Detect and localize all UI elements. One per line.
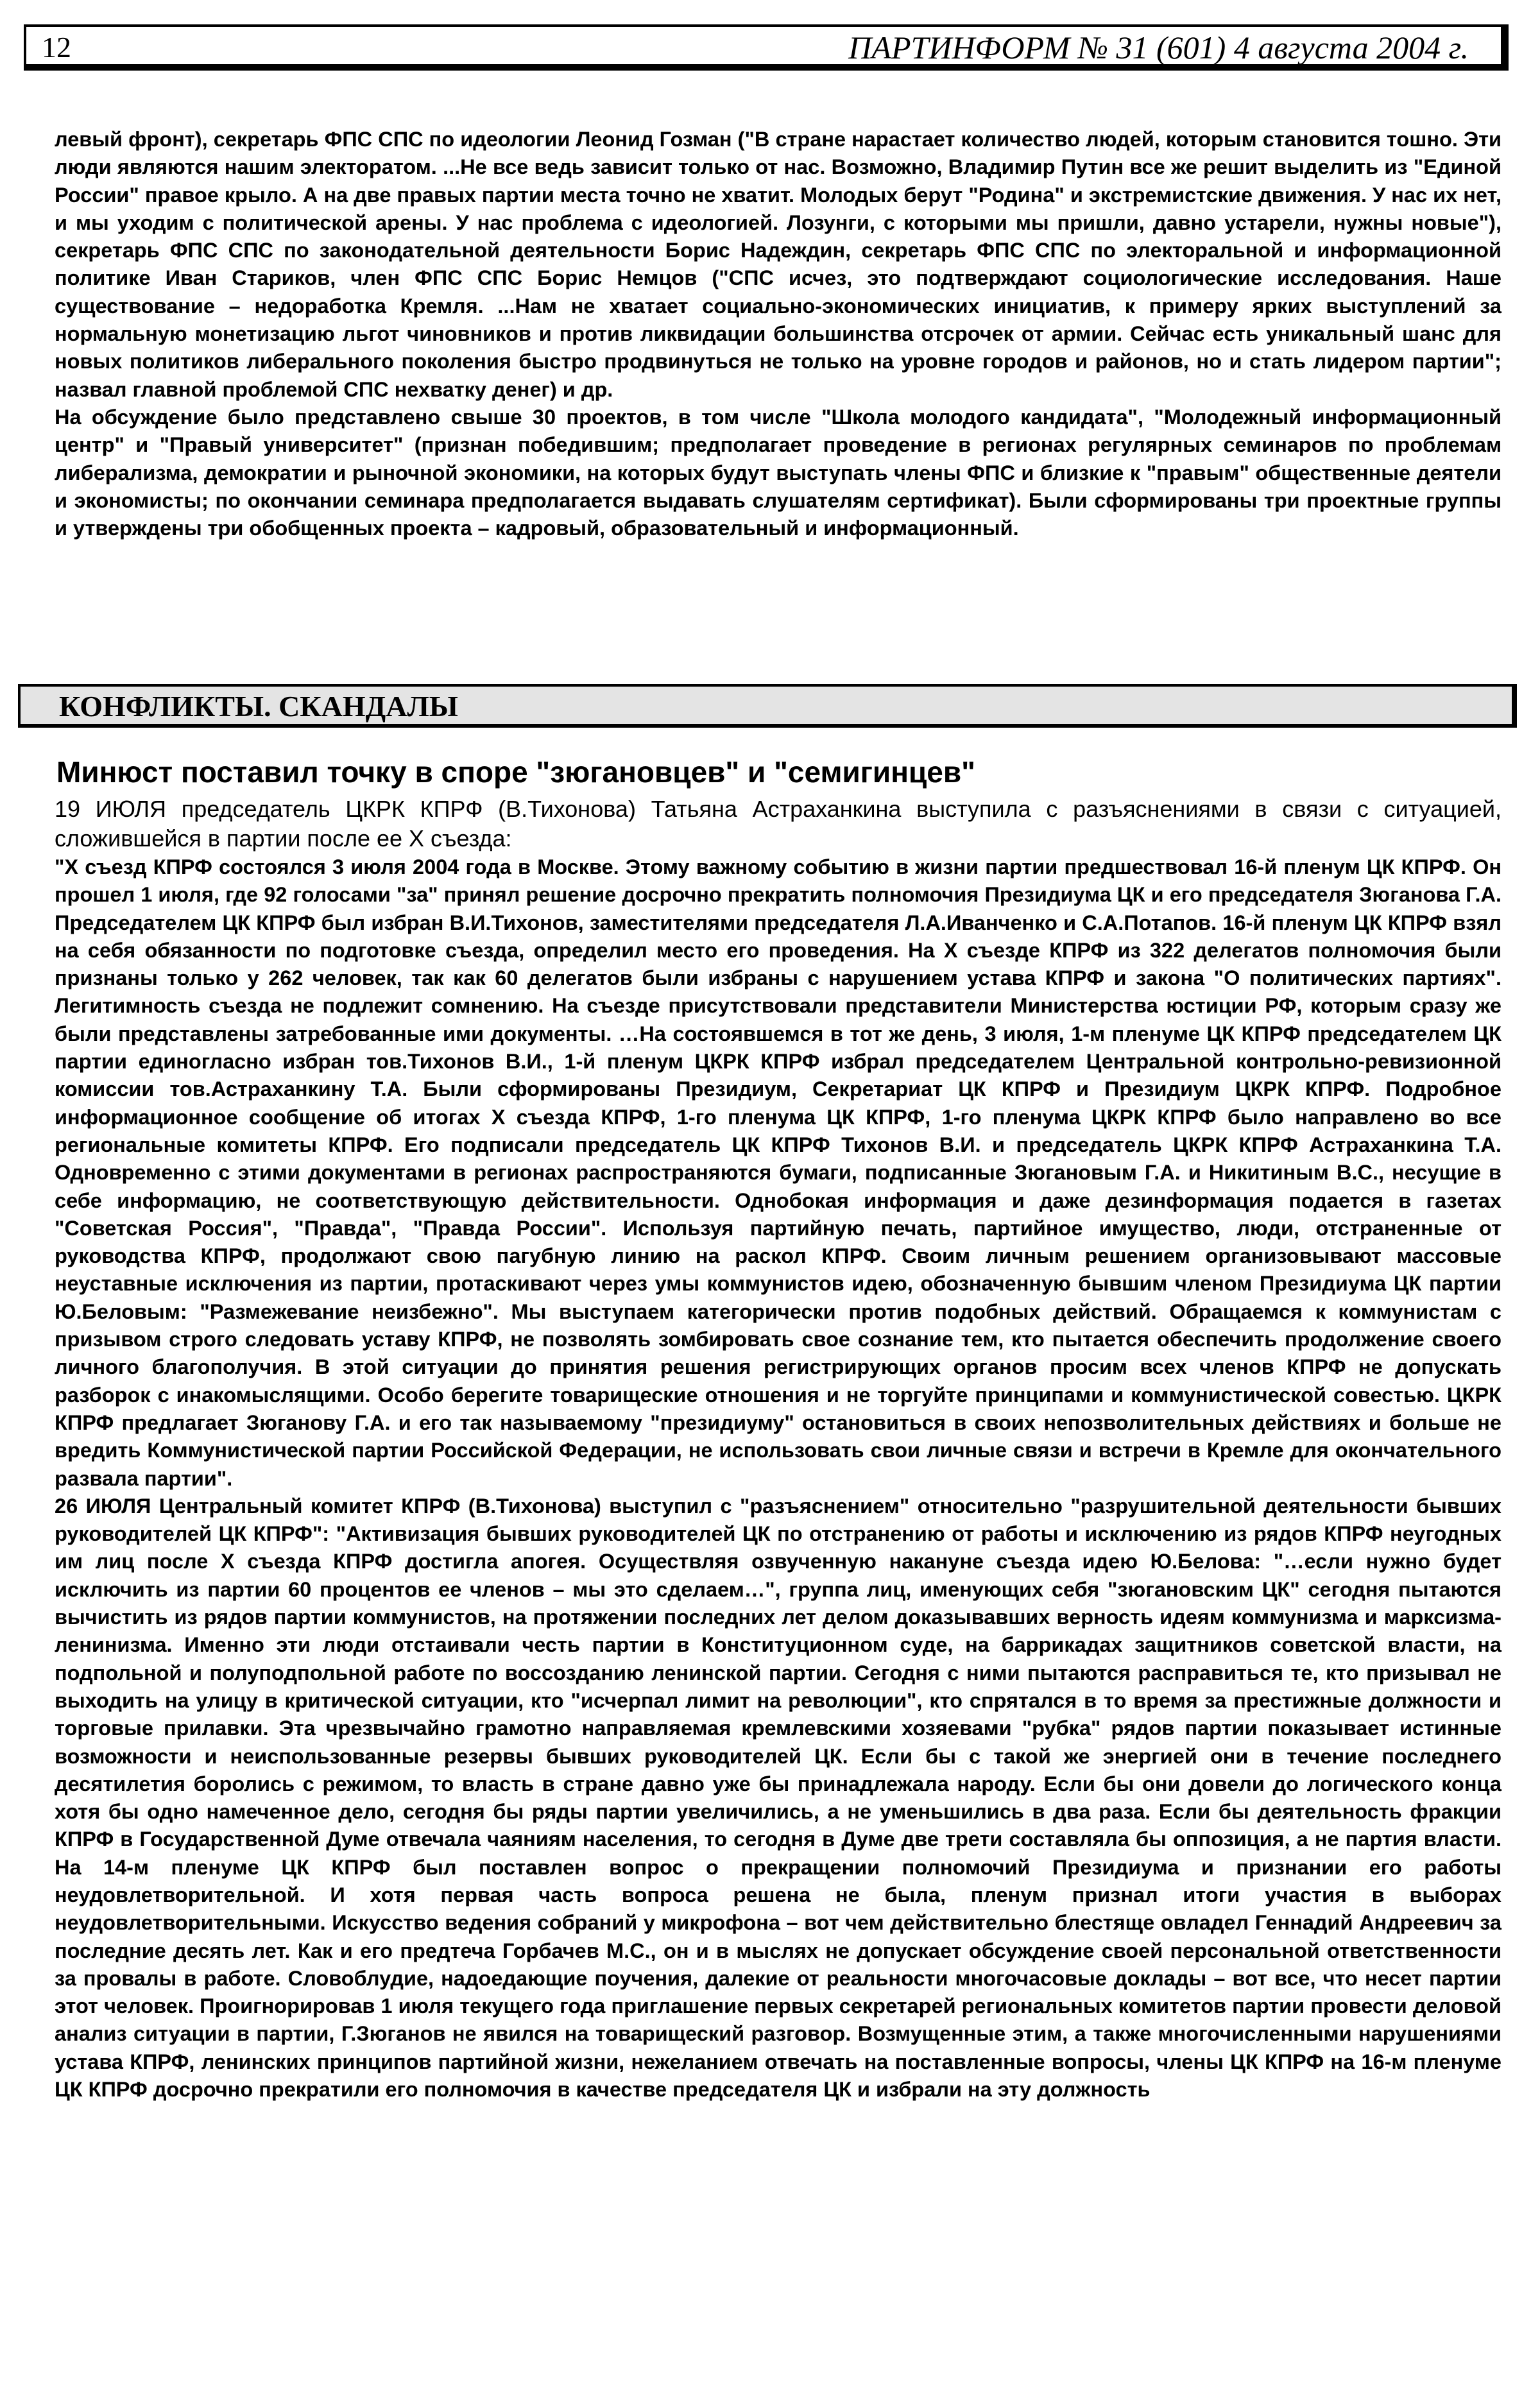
section-bar xyxy=(18,684,1517,728)
top-paragraph-2: На обсуждение было представлено свыше 30 проектов, в том числе "Школа молодого кандидата", "Молодежный информационный центр" и "Правый университет" (признан победившим; предполагает проведение в регионах регулярных семинаров по проблемам либерализма, демократии и рыночной экономики, на которых будут выступать члены ФПС и близкие к "правым" общественные деятели и экономисты; по окончании семинара предполагается выдавать слушателям сертификат). Были сформированы три проектные группы и утверждены три обобщенных проекта – кадровый, образовательный и информационный. xyxy=(55,405,1502,540)
article-body xyxy=(55,853,1502,2104)
section-title: КОНФЛИКТЫ. СКАНДАЛЫ xyxy=(59,690,458,723)
top-section xyxy=(55,126,1502,542)
top-paragraph-1: левый фронт), секретарь ФПС СПС по идеологии Леонид Гозман ("В стране нарастает количество людей, которым становится тошно. Эти люди являются нашим электоратом. ...Не все ведь зависит только от нас. Возможно, Владимир Путин все же решит выделить из "Единой России" правое крыло. А на две правых партии места точно не хватит. Молодых берут "Родина" и экстремистские движения. У нас их нет, и мы уходим с политической арены. У нас проблема с идеологией. Лозунги, с которыми мы пришли, давно устарели, нужны новые"), секретарь ФПС СПС по законодательной деятельности Борис Надеждин, секретарь ФПС СПС по электоральной и информационной политике Иван Стариков, член ФПС СПС Борис Немцов ("СПС исчез, это подтверждают социологические исследования. Наше существование – недоработка Кремля. ...Нам не хватает социально-экономических инициатив, к примеру ярких выступлений за нормальную монетизацию льгот чиновников и против ликвидации большинства отсрочек от армии. Сейчас есть уникальный шанс для новых политиков либерального поколения быстро продвинуться не только на уровне городов и районов, но и стать лидером партии"; назвал главной проблемой СПС нехватку денег) и др. xyxy=(55,128,1502,401)
issue-line: ПАРТИНФОРМ № 31 (601) 4 августа 2004 г. xyxy=(848,30,1469,65)
article-lead: 19 ИЮЛЯ председатель ЦКРК КПРФ (В.Тихонова) Татьяна Астраханкина выступила с разъяснениями в связи с ситуацией, сложившейся в партии после ее X съезда: xyxy=(55,796,1502,852)
paragraph-july26: 26 ИЮЛЯ Центральный комитет КПРФ (В.Тихонова) выступил с "разъяснением" относительно "разрушительной деятельности бывших руководителей ЦК КПРФ": "Активизация бывших руководителей ЦК по отстранению от работы и исключению из рядов КПРФ неугодных им лиц после X съезда КПРФ достигла апогея. Осуществляя озвученную накануне съезда идею Ю.Белова: "…если нужно будет исключить из партии 60 процентов ее членов – мы это сделаем…", группа лиц, именующих себя "зюгановским ЦК" сегодня пытаются вычистить из рядов партии коммунистов, на протяжении последних лет делом доказывавших верность идеям коммунизма и марксизма-ленинизма. Именно эти люди отстаивали честь партии в Конституционном суде, на баррикадах защитников советской власти, на подпольной и полуподпольной работе по воссозданию ленинской партии. Сегодня с ними пытаются расправиться те, кто призывал не выходить на улицу в критической ситуации, кто "исчерпал лимит на революции", кто спрятался в то время за престижные должности и торговые прилавки. Эта чрезвычайно грамотно направляемая кремлевскими хозяевами "рубка" рядов партии показывает истинные возможности и неиспользованные резервы бывших руководителей ЦК. Если бы с такой же энергией они в течение последнего десятилетия боролись с режимом, то власть в стране давно уже бы принадлежала народу. Если бы они довели до логического конца хотя бы одно намеченное дело, сегодня бы ряды партии увеличились, а не уменьшились в два раза. Если бы деятельность фракции КПРФ в Государственной Думе отвечала чаяниям населения, то сегодня в Думе две трети составляла бы оппозиция, а не партия власти. На 14-м пленуме ЦК КПРФ был поставлен вопрос о прекращении полномочий Президиума и признании его работы неудовлетворительной. И хотя первая часть вопроса решена не была, пленум признал итоги участия в выборах неудовлетворительными. Искусство ведения собраний у микрофона – вот чем действительно блестяще овладел Геннадий Андреевич за последние десять лет. Как и его предтеча Горбачев М.С., он и в мыслях не допускает обсуждение своей персональной ответственности за провалы в работе. Словоблудие, надоедающие поучения, далекие от реальности многочасовые доклады – вот все, что несет партии этот человек. Проигнорировав 1 июля текущего года приглашение первых секретарей региональных комитетов партии провести деловой анализ ситуации в партии, Г.Зюганов не явился на товарищеский разговор. Возмущенные этим, а также многочисленными нарушениями устава КПРФ, ленинских принципов партийной жизни, нежеланием отвечать на поставленные вопросы, члены ЦК КПРФ на 16-м пленуме ЦК КПРФ досрочно прекратили его полномочия в качестве председателя ЦК и избрали на эту должность xyxy=(55,1494,1502,2102)
quote-paragraph: "X съезд КПРФ состоялся 3 июля 2004 года в Москве. Этому важному событию в жизни партии предшествовал 16-й пленум ЦК КПРФ. Он прошел 1 июля, где 92 голосами "за" принял решение досрочно прекратить полномочия Президиума ЦК и его председателя Зюганова Г.А. Председателем ЦК КПРФ был избран В.И.Тихонов, заместителями председателя Л.А.Иванченко и С.А.Потапов. 16-й пленум ЦК КПРФ взял на себя обязанности по подготовке съезда, определил место его проведения. На X съезде КПРФ из 322 делегатов полномочия были признаны только у 262 человек, так как 60 делегатов были избраны с нарушением устава КПРФ и закона "О политических партиях". Легитимность съезда не подлежит сомнению. На съезде присутствовали представители Министерства юстиции РФ, которым сразу же были представлены затребованные ими документы. …На состоявшемся в тот же день, 3 июля, 1-м пленуме ЦК КПРФ председателем ЦК партии единогласно избран тов.Тихонов В.И., 1-й пленум ЦКРК КПРФ избрал председателем Центральной контрольно-ревизионной комиссии тов.Астраханкину Т.А. Были сформированы Президиум, Секретариат ЦК КПРФ и Президиум ЦКРК КПРФ. Подробное информационное сообщение об итогах X съезда КПРФ, 1-го пленума ЦК КПРФ, 1-го пленума ЦКРК КПРФ было направлено во все региональные комитеты КПРФ. Его подписали председатель ЦК КПРФ Тихонов В.И. и председатель ЦКРК КПРФ Астраханкина Т.А. Одновременно с этими документами в регионах распространяются бумаги, подписанные Зюгановым Г.А. и Никитиным В.С., несущие в себе информацию, не соответствующую действительности. Однобокая информация и даже дезинформация подается в газетах "Советская Россия", "Правда", "Правда России". Используя партийную печать, партийное имущество, люди, отстраненные от руководства КПРФ, продолжают свою пагубную линию на раскол КПРФ. Своим личным решением организовывают массовые неуставные исключения из партии, протаскивают через умы коммунистов идею, обозначенную бывшим членом Президиума ЦК партии Ю.Беловым: "Размежевание неизбежно". Мы выступаем категорически против подобных действий. Обращаемся к коммунистам с призывом строго следовать уставу КПРФ, не позволять зомбировать свое сознание тем, кто пытается обеспечить продолжение своего личного благополучия. В этой ситуации до принятия решения регистрирующих органов просим всех членов КПРФ не допускать разборок с инакомыслящими. Особо берегите товарищеские отношения и не торгуйте принципами и коммунистической совестью. ЦКРК КПРФ предлагает Зюганову Г.А. и его так называемому "президиуму" остановиться в своих непозволительных действиях и больше не вредить Коммунистической партии Российской Федерации, не использовать свои личные связи и встречи в Кремле для окончательного развала партии". xyxy=(55,855,1502,1490)
article-title: Минюст поставил точку в споре "зюгановцев" и "семигинцев" xyxy=(56,755,975,789)
page-header xyxy=(24,24,1509,71)
page-number: 12 xyxy=(42,31,71,64)
